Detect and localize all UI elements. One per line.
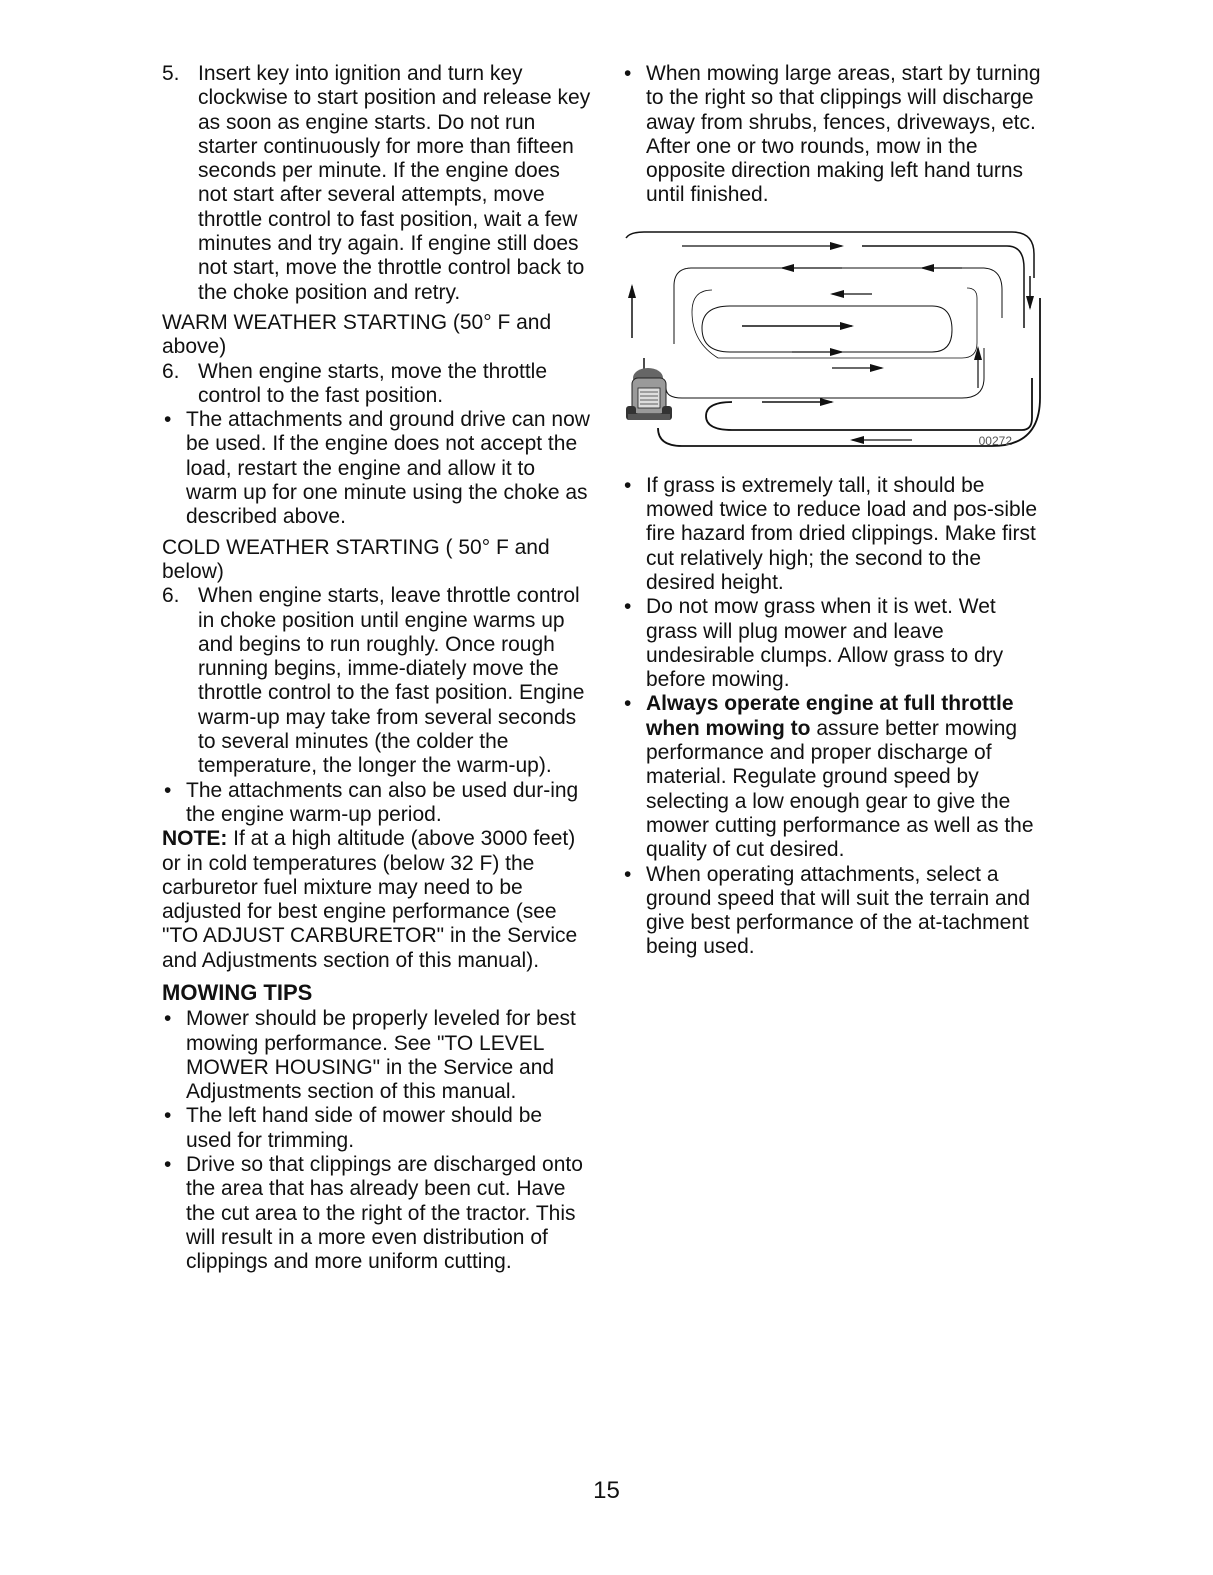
warm-bullet-text: The attachments and ground drive can now be used. If the engine does not accept the load, restart the engine and allow it to warm up for one minute using the choke as described above.: [186, 408, 590, 529]
tip-6: [622, 595, 1052, 692]
tip-8-text: When operating attachments, select a ground speed that will suit the terrain and give best performance of the at-tachment being used.: [646, 862, 1031, 959]
cold-step-6: [162, 584, 592, 778]
mowing-pattern-diagram: [622, 228, 1042, 460]
mowing-pattern-figure: [622, 228, 1042, 460]
warm-weather-heading: WARM WEATHER STARTING (50° F and above): [162, 310, 552, 359]
note-label: NOTE:: [162, 827, 228, 851]
tractor-icon: [626, 368, 672, 420]
step-5-text: Insert key into ignition and turn key clockwise to start position and release key as soon as engine starts. Do not run starter continuously for more than fifteen seconds per minute. If the engine does not start after several attempts, move throttle control to fast position, wait a few minutes and try again. If engine still does not start, move the throttle control back to the choke position and retry.: [198, 62, 591, 304]
tip-1: [162, 1007, 592, 1104]
step-5-number: 5.: [162, 62, 180, 85]
cold-step-6-number: 6.: [162, 584, 180, 608]
cold-weather-heading: COLD WEATHER STARTING ( 50° F and below): [162, 535, 550, 583]
bullet-marker: •: [624, 62, 632, 85]
tip-5-text: If grass is extremely tall, it should be mowed twice to reduce load and pos-sible fire hazard from dried clippings. Make first cut relatively high; the second to the desired height.: [646, 473, 1038, 594]
cold-bullet: [162, 779, 592, 828]
bullet-marker: •: [164, 778, 172, 802]
tip-3-text: Drive so that clippings are discharged onto the area that has already been cut. Have the cut area to the right of the tractor. This will result in a more even distribution of clippings and more uniform cutting.: [186, 1153, 583, 1274]
left-column: [162, 62, 592, 1275]
bullet-marker: •: [624, 862, 632, 886]
cold-bullet-text: The attachments can also be used dur-ing the engine warm-up period.: [186, 778, 579, 826]
tip-2-text: The left hand side of mower should be used for trimming.: [186, 1104, 543, 1152]
third-inner: [692, 288, 977, 358]
tip-2: [162, 1104, 592, 1153]
bullet-marker: •: [624, 473, 632, 497]
warm-bullet: [162, 408, 592, 529]
tip-7-bold: Always operate engine at full throttle when mowing to: [646, 692, 1014, 740]
bullet-marker: •: [164, 1153, 172, 1177]
third-loop: [702, 306, 952, 352]
right-edge: [658, 298, 1040, 446]
tip-5: [622, 474, 1052, 595]
top-pass-right-2: [862, 246, 1024, 328]
tip-7-text: assure better mowing performance and proper discharge of material. Regulate ground speed by selecting a low enough gear to give the mower cutting performance as well as the quality of cut desired.: [646, 716, 1034, 862]
page-number: 15: [593, 1477, 620, 1504]
bullet-marker: •: [624, 595, 632, 619]
note-text: If at a high altitude (above 3000 feet) or in cold temperatures (below 32 F) the carburetor fuel mixture may need to be adjusted for best engine performance (see "TO ADJUST CARBURETOR" in the Service and Adjustments section of this manual).: [162, 827, 578, 972]
right-column: [622, 62, 1052, 960]
outer-pass: [626, 232, 1034, 278]
bullet-marker: •: [624, 692, 632, 716]
tip-1-text: Mower should be properly leveled for best mowing performance. See "TO LEVEL MOWER HOUSING" in the Service and Adjustments section of this manual.: [186, 1007, 576, 1104]
tip-3: [162, 1153, 592, 1274]
mowing-tips-title: MOWING TIPS: [162, 979, 313, 1005]
step-5: [162, 62, 592, 305]
bullet-marker: •: [164, 1007, 172, 1031]
warm-step-6-text: When engine starts, move the throttle control to the fast position.: [198, 359, 548, 407]
tip-4: [622, 62, 1052, 208]
bullet-marker: •: [164, 1104, 172, 1128]
note-paragraph: [162, 827, 592, 973]
figure-id: 00272: [978, 434, 1012, 449]
tip-7: [622, 692, 1052, 862]
warm-step-6-number: 6.: [162, 359, 180, 383]
cold-step-6-text: When engine starts, leave throttle control in choke position until engine warms up and begins to run roughly. Once rough running begins, imme-diately move the throttle control to the fast position. Engine warm-up may take from several seconds to several minutes (the colder the temperature, the longer the warm-up).: [198, 584, 585, 778]
tip-4-text: When mowing large areas, start by turning to the right so that clippings will discharge away from shrubs, fences, driveways, etc. After one or two rounds, mow in the opposite direction making left hand turns until finished.: [646, 62, 1041, 207]
warm-step-6: [162, 360, 592, 409]
tip-8: [622, 863, 1052, 960]
bullet-marker: •: [164, 408, 172, 432]
tip-6-text: Do not mow grass when it is wet. Wet grass will plug mower and leave undesirable clumps. Allow grass to dry before mowing.: [646, 595, 1004, 692]
